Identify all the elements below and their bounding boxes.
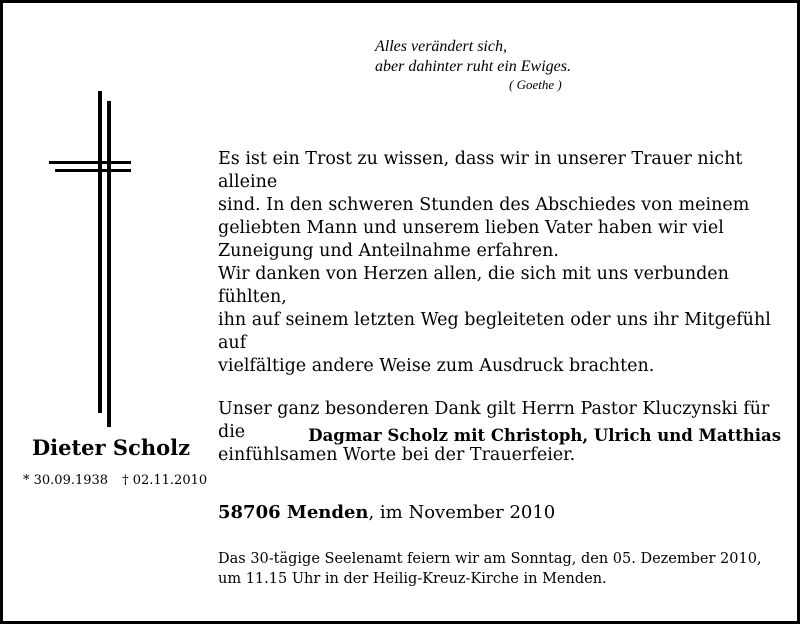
text-line: vielfältige andere Weise zum Ausdruck brachten. bbox=[218, 356, 655, 376]
requiem-notice bbox=[218, 549, 798, 589]
text-line: einfühlsamen Worte bei der Trauerfeier. bbox=[218, 445, 576, 465]
cross-icon bbox=[43, 91, 133, 427]
deceased-name: Dieter Scholz bbox=[31, 435, 191, 460]
text-line: Das 30-tägige Seelenamt feiern wir am Sonntag, den 05. Dezember 2010, bbox=[218, 551, 762, 567]
motto-line-2: aber dahinter ruht ein Ewiges. bbox=[375, 58, 571, 75]
motto-source: ( Goethe ) bbox=[509, 77, 562, 92]
life-dates bbox=[23, 473, 207, 488]
signature: Dagmar Scholz mit Christoph, Ulrich und Matthias bbox=[308, 426, 781, 445]
text-line: geliebten Mann und unserem lieben Vater haben wir viel bbox=[218, 218, 724, 238]
text-line: Zuneigung und Anteilnahme erfahren. bbox=[218, 241, 559, 261]
text-line: Wir danken von Herzen allen, die sich mit uns verbunden fühlten, bbox=[218, 264, 729, 307]
place-and-date bbox=[218, 502, 555, 523]
text-line: Es ist ein Trost zu wissen, dass wir in unserer Trauer nicht alleine bbox=[218, 149, 743, 192]
text-line: um 11.15 Uhr in der Heilig-Kreuz-Kirche in Menden. bbox=[218, 571, 607, 587]
place-date: , im November 2010 bbox=[368, 502, 556, 523]
motto-line-1: Alles verändert sich, bbox=[375, 38, 507, 55]
thanks-text bbox=[218, 148, 798, 467]
text-line: Unser ganz besonderen Dank gilt Herrn Pastor Kluczynski für die bbox=[218, 399, 770, 442]
death-date: † 02.11.2010 bbox=[122, 473, 208, 488]
motto-quote bbox=[375, 37, 635, 93]
place-city: 58706 Menden bbox=[218, 502, 369, 523]
text-line: sind. In den schweren Stunden des Abschiedes von meinem bbox=[218, 195, 750, 215]
text-line: ihn auf seinem letzten Weg begleiteten oder uns ihr Mitgefühl auf bbox=[218, 310, 771, 353]
birth-date: * 30.09.1938 bbox=[23, 473, 109, 488]
thanks-paragraph-1 bbox=[218, 148, 798, 378]
